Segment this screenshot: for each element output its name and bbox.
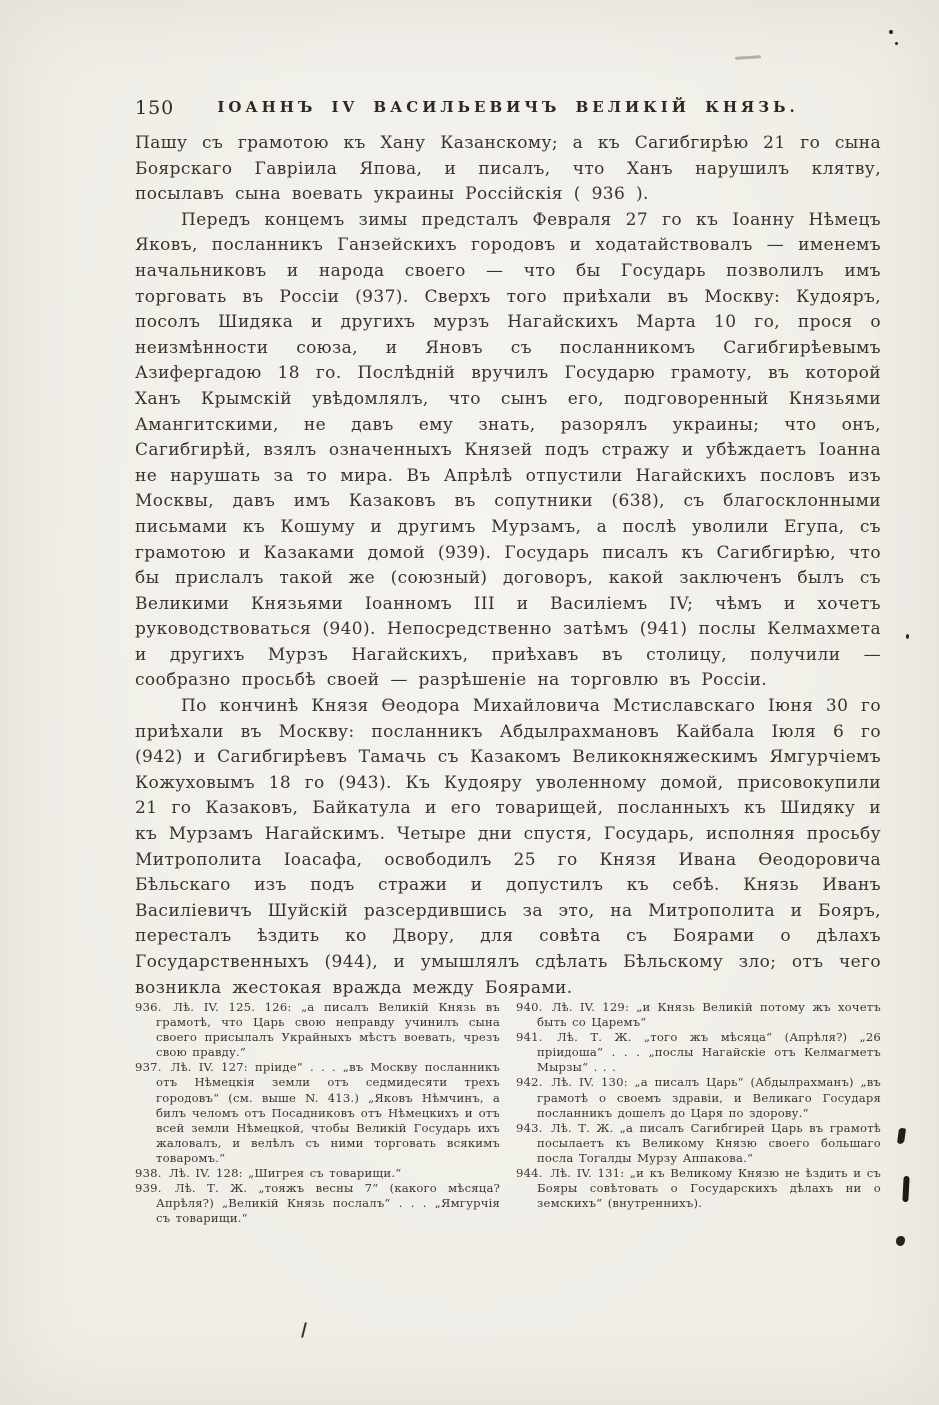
footnote-number: 937.	[135, 1060, 162, 1075]
footnote-text: Лѣ. IV. 130: „а писалъ Царь“ (Абдылрахманъ) „въ грамотѣ о своемъ здравіи, и Великаго Государя посланникъ дошелъ до Царя по здорову.“	[537, 1075, 882, 1120]
footnotes-right-column	[516, 1000, 881, 1226]
footnote-942	[516, 1075, 881, 1120]
footnote-text: Лѣ. IV. 128: „Шигрея съ товарищи.“	[169, 1166, 402, 1181]
footnote-940	[516, 1000, 881, 1030]
footnote-text: Лѣ. Т. Ж. „того жъ мѣсяца“ (Апрѣля?) „26 пріидоша“ . . . „послы Нагайскіе отъ Келмагметъ Мырзы“ . . .	[537, 1030, 881, 1075]
footnote-938	[135, 1166, 500, 1181]
footnote-937	[135, 1060, 500, 1166]
footnote-text: Лѣ. Т. Ж. „тояжъ весны 7“ (какого мѣсяца? Апрѣля?) „Великій Князь послалъ“ . . . „Ямгурчія съ товарищи.“	[156, 1181, 500, 1226]
scan-artifact	[906, 634, 909, 639]
footnote-number: 939.	[135, 1181, 162, 1196]
scan-artifact	[896, 1236, 905, 1246]
footnote-text: Лѣ. IV. 125. 126: „а писалъ Великій Князь въ грамотѣ, что Царь свою неправду учинилъ сына своего присылалъ Украйныхъ мѣстъ воевать, чрезъ свою правду.“	[156, 1000, 500, 1060]
footnotes-section	[135, 1000, 881, 1226]
footnote-number: 943.	[516, 1120, 543, 1135]
scan-artifact	[897, 1128, 906, 1145]
footnote-number: 941.	[516, 1030, 543, 1045]
footnote-number: 938.	[135, 1166, 162, 1181]
footnote-text: Лѣ. IV. 129: „и Князь Великій потому жъ хочетъ быть со Царемъ“	[537, 1000, 881, 1030]
footnote-944	[516, 1166, 881, 1211]
footnote-941	[516, 1030, 881, 1075]
paragraph: Передъ концемъ зимы предсталъ Февраля 27 го къ Іоанну Нѣмецъ Яковъ, посланникъ Ганзейскихъ городовъ и ходатайствовалъ — именемъ начальниковъ и народа своего — что бы Государь позволилъ имъ торговать въ Россіи (937). Сверхъ того приѣхали въ Москву: Кудояръ, посолъ Шидяка и другихъ мурзъ Нагайскихъ Марта 10 го, прося о неизмѣнности союза, и Яновъ съ посланникомъ Сагибгирѣевымъ Азифергадою 18 го. Послѣдній вручилъ Государю грамоту, въ которой Ханъ Крымскій увѣдомлялъ, что сынъ его, подговоренный Князьями Амангитскими, не давъ ему знать, разорялъ украины; что онъ, Сагибгирѣй, взялъ означенныхъ Князей подъ стражу и убѣждаетъ Іоанна не нарушать за то мира. Въ Апрѣлѣ отпустили Нагайскихъ пословъ изъ Москвы, давъ имъ Казаковъ въ сопутники (638), съ благосклонными письмами къ Кошуму и другимъ Мурзамъ, а послѣ уволили Егупа, съ грамотою и Казаками домой (939). Государь писалъ къ Сагибгирѣю, что бы прислалъ такой же (союзный) договоръ, какой заключенъ былъ съ Великими Князьями Іоанномъ III и Василіемъ IV; чѣмъ и хочетъ руководствоваться (940). Непосредственно затѣмъ (941) послы Келмахмета и другихъ Мурзъ Нагайскихъ, приѣхавъ въ столицу, получили — сообразно просьбѣ своей — разрѣшеніе на торговлю въ Россіи.	[135, 209, 881, 691]
page-number: 150	[135, 97, 175, 119]
footnote-number: 940.	[516, 1000, 543, 1014]
footnote-number: 942.	[516, 1075, 543, 1090]
page-title: ІОАННЪ IV ВАСИЛЬЕВИЧЪ ВЕЛИКІЙ КНЯЗЬ.	[217, 98, 799, 116]
footnote-939	[135, 1181, 500, 1226]
paragraph: По кончинѣ Князя Ѳеодора Михайловича Мстиславскаго Іюня 30 го приѣхали въ Москву: посланникъ Абдылрахмановъ Кайбала Іюля 6 го (942) и Сагибгирѣевъ Тамачь съ Казакомъ Великокняжескимъ Ямгурчіемъ Кожуховымъ 18 го (943). Къ Кудояру уволенному домой, присовокупили 21 го Казаковъ, Байкатула и его товарищей, посланныхъ къ Шидяку и къ Мурзамъ Нагайскимъ. Четыре дни спустя, Государь, исполняя просьбу Митрополита Іоасафа, освободилъ 25 го Князя Ивана Ѳеодоровича Бѣльскаго изъ подъ стражи и допустилъ къ себѣ. Князь Иванъ Василіевичъ Шуйскій разсердившись за это, на Митрополита и Бояръ, пересталъ ѣздить ко Двору, для совѣта съ Боярами о дѣлахъ Государственныхъ (944), и умышлялъ сдѣлать Бѣльскому зло; отъ чего возникла жестокая вражда между Боярами.	[135, 696, 881, 998]
body-text	[135, 131, 881, 1001]
scan-artifact	[889, 30, 893, 34]
footnote-text: Лѣ. IV. 127: пріиде“ . . . „въ Москву посланникъ отъ Нѣмецкія земли отъ седмидесяти трехъ городовъ“ (см. выше N. 413.) „Яковъ Нѣмчинъ, а билъ челомъ отъ Посадниковъ отъ Нѣмецкихъ и отъ всей земли Нѣмецкой, чтобы Великій Государь ихъ жаловалъ, и велѣлъ съ ними торговать всякимъ товаромъ.“	[156, 1060, 500, 1165]
paragraph: Пашу съ грамотою къ Хану Казанскому; а къ Сагибгирѣю 21 го сына Боярскаго Гавріила Япова, и писалъ, что Ханъ нарушилъ клятву, посылавъ сына воевать украины Россійскія ( 936 ).	[135, 133, 881, 205]
scan-artifact	[895, 42, 898, 45]
footnote-text: Лѣ. IV. 131: „и къ Великому Князю не ѣздить и съ Бояры совѣтовать о Государскихъ дѣлахъ ни о земскихъ“ (внутреннихъ).	[537, 1166, 881, 1211]
footnote-943	[516, 1121, 881, 1166]
footnote-number: 936.	[135, 1000, 162, 1014]
footnote-number: 944.	[516, 1166, 543, 1181]
scan-artifact	[301, 1322, 307, 1338]
footnote-936	[135, 1000, 500, 1060]
scan-artifact	[902, 1176, 909, 1202]
scan-artifact	[735, 55, 761, 60]
footnote-text: Лѣ. Т. Ж. „а писалъ Сагибгирей Царь въ грамотѣ посылаетъ къ Великому Князю своего большаго посла Тогалды Мурзу Аппакова.“	[537, 1120, 881, 1165]
footnotes-left-column	[135, 1000, 500, 1226]
running-header	[135, 94, 881, 120]
